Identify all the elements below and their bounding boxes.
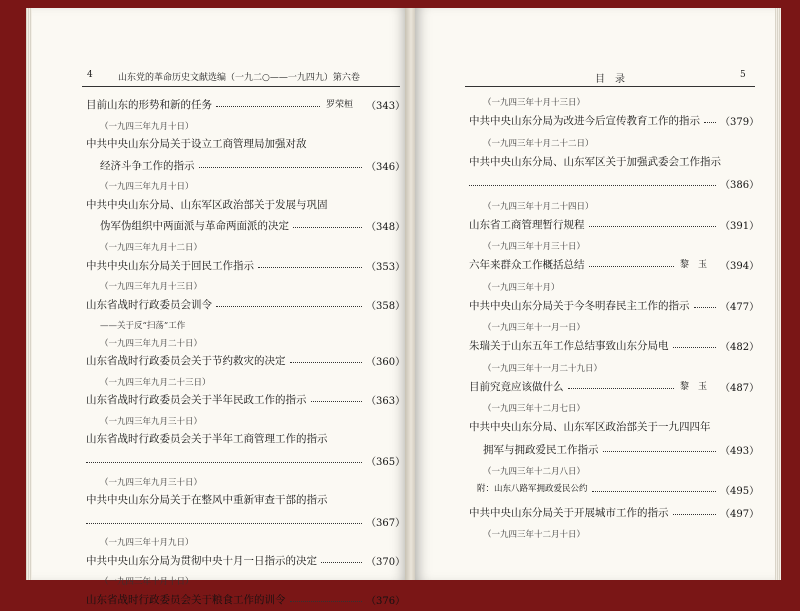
toc-page-number: （379）: [720, 117, 760, 128]
toc-leader-dots: [258, 258, 362, 268]
toc-entry[interactable]: [415, 173, 775, 195]
toc-entry[interactable]: [415, 439, 775, 461]
toc-entry[interactable]: [32, 194, 407, 216]
toc-leader-dots: [293, 218, 362, 228]
toc-page-number: （487）: [720, 382, 760, 394]
toc-entry-title: 中共中央山东分局为贯彻中央十月一日指示的决定: [86, 554, 317, 567]
toc-entry[interactable]: [32, 294, 407, 316]
toc-entry[interactable]: [415, 214, 775, 236]
toc-entry-subtitle: 附：山东八路军拥政爱民公约: [477, 484, 588, 494]
toc-entry-date: （一九四三年九月二十三日）: [100, 377, 211, 388]
toc-entry[interactable]: [415, 295, 775, 317]
toc-entry-date: （一九四三年十二月八日）: [483, 467, 586, 477]
toc-page-number: （394）: [720, 261, 760, 272]
toc-leader-dots: [199, 158, 362, 168]
page-edge-right: [775, 8, 781, 580]
toc-entry-title: 中共中央山东分局关于开展城市工作的指示: [469, 506, 669, 519]
toc-entry-title: 中共中央山东分局、山东军区政治部关于发展与巩固: [86, 198, 328, 211]
toc-entry-title: 经济斗争工作的指示: [100, 159, 195, 172]
left-page-number: 4: [87, 70, 93, 80]
toc-page-number: （495）: [720, 486, 760, 497]
toc-entry-title: 朱瑞关于山东五年工作总结事致山东分局电: [469, 340, 669, 352]
toc-entry-title: 中共中央山东分局关于设立工商管理局加强对敌: [86, 138, 307, 151]
toc-entry[interactable]: [415, 151, 775, 173]
toc-page-number: （482）: [720, 342, 760, 353]
toc-page-number: （358）: [366, 300, 406, 312]
toc-entry[interactable]: [32, 550, 407, 572]
toc-page-number: （363）: [366, 396, 406, 408]
toc-leader-dots: [589, 257, 674, 267]
toc-page-number: （370）: [366, 556, 406, 568]
toc-entry-title: 中共中央山东分局关于回民工作指示: [86, 259, 254, 272]
left-running-header: 山东党的革命历史文献选编（一九二○——一九四九）第六卷: [118, 73, 360, 83]
toc-page-number: （493）: [720, 445, 760, 457]
right-page: [415, 8, 775, 580]
toc-entry-title: 目前山东的形势和新的任务: [86, 99, 212, 111]
toc-entry-title: 中共中央山东分局关于在整风中重新审查干部的指示: [86, 494, 328, 507]
toc-entry[interactable]: [32, 155, 407, 177]
right-running-header: 目 录: [595, 74, 625, 85]
toc-entry-date: （一九四三年九月三十日）: [100, 416, 203, 427]
toc-entry-date: （一九四三年九月十日）: [100, 121, 194, 132]
toc-entry[interactable]: [415, 254, 775, 276]
toc-entry[interactable]: [415, 376, 775, 398]
toc-page-number: （353）: [366, 261, 406, 273]
left-header-rule: [82, 86, 400, 87]
toc-entry[interactable]: [32, 389, 407, 411]
toc-page-number: （346）: [366, 161, 406, 173]
toc-entry-date: （一九四三年九月十三日）: [100, 282, 203, 293]
toc-entry-date: （一九四三年十一月二十九日）: [483, 363, 603, 374]
toc-page-number: （391）: [720, 220, 760, 232]
toc-entry-title: 中共中央山东分局关于今冬明春民主工作的指示: [469, 299, 690, 312]
right-header-rule: [465, 86, 755, 87]
toc-page-number: （343）: [366, 101, 406, 112]
toc-leader-dots: [216, 297, 362, 307]
toc-entry-date: （一九四三年九月三十日）: [100, 477, 203, 488]
toc-leader-dots: [86, 514, 362, 524]
toc-entry-title: 山东省工商管理暂行规程: [469, 218, 585, 231]
toc-entry[interactable]: [32, 133, 407, 155]
toc-entry[interactable]: [32, 350, 407, 372]
toc-entry[interactable]: [32, 450, 407, 472]
toc-entry-date: （一九四三年十月）: [483, 282, 560, 293]
toc-entry-title: 山东省战时行政委员会关于半年工商管理工作的指示: [86, 433, 328, 446]
toc-entry[interactable]: [32, 511, 407, 533]
toc-entry-title: 山东省战时行政委员会训令: [86, 298, 212, 311]
toc-entry[interactable]: [32, 589, 407, 611]
right-page-number: 5: [740, 70, 746, 80]
toc-entry-subtitle: ——关于反“扫荡”工作: [100, 321, 186, 332]
toc-entry[interactable]: [32, 94, 407, 116]
toc-entry[interactable]: [415, 479, 775, 501]
toc-entry-date: （一九四三年九月十日）: [100, 182, 194, 193]
left-page: [32, 8, 407, 607]
toc-entry-date: （一九四三年十一月一日）: [483, 323, 586, 333]
toc-page-number: （497）: [720, 508, 760, 520]
toc-entry[interactable]: [415, 502, 775, 524]
toc-leader-dots: [603, 442, 716, 452]
toc-page-number: （365）: [366, 457, 406, 468]
toc-entry-title: 山东省战时行政委员会关于粮食工作的训令: [86, 593, 286, 606]
toc-page-number: （360）: [366, 357, 406, 369]
toc-entry-title: 六年来群众工作概括总结: [469, 259, 585, 271]
toc-leader-dots: [216, 97, 320, 107]
toc-entry[interactable]: [32, 428, 407, 450]
toc-leader-dots: [290, 592, 362, 602]
toc-leader-dots: [311, 392, 362, 402]
toc-leader-dots: [673, 505, 716, 515]
toc-leader-dots: [694, 298, 716, 308]
toc-entry-author: 黎 玉: [680, 260, 708, 270]
toc-page-number: （348）: [366, 222, 406, 234]
toc-entry-title: 拥军与拥政爱民工作指示: [483, 443, 599, 456]
toc-entry-title: 中共中央山东分局、山东军区政治部关于一九四四年: [469, 421, 711, 433]
toc-page-number: （376）: [366, 595, 406, 607]
toc-leader-dots: [568, 379, 674, 389]
toc-entry[interactable]: [32, 255, 407, 277]
toc-entry[interactable]: [32, 489, 407, 511]
toc-leader-dots: [86, 453, 362, 463]
toc-entry-title: 目前究竟应该做什么: [469, 380, 564, 393]
toc-entry-title: 山东省战时行政委员会关于节约救灾的决定: [86, 355, 286, 368]
toc-leader-dots: [704, 113, 716, 123]
toc-page-number: （386）: [720, 180, 760, 191]
toc-entry-date: （一九四三年九月二十日）: [100, 338, 203, 349]
toc-leader-dots: [469, 176, 716, 186]
toc-entry-date: （一九四三年十月二十二日）: [483, 138, 594, 149]
toc-entry-author: 罗荣桓: [326, 100, 354, 110]
toc-page-number: （367）: [366, 517, 406, 529]
toc-entry-date: （一九四三年十月十日）: [100, 577, 194, 588]
toc-entry-date: （一九四三年十二月十日）: [483, 530, 586, 540]
toc-entry-date: （一九四三年十月三十日）: [483, 242, 586, 252]
toc-entry-title: 中共中央山东分局为改进今后宣传教育工作的指示: [469, 115, 700, 127]
toc-entry-date: （一九四三年九月十二日）: [100, 243, 203, 253]
toc-leader-dots: [321, 553, 362, 563]
toc-leader-dots: [592, 482, 716, 492]
toc-entry-date: （一九四三年十月九日）: [100, 538, 194, 549]
toc-entry-title: 伪军伪组织中两面派与革命两面派的决定: [100, 220, 289, 233]
toc-page-number: （477）: [720, 301, 760, 313]
toc-entry[interactable]: [415, 416, 775, 438]
toc-entry-title: 中共中央山东分局、山东军区关于加强武委会工作指示: [469, 155, 721, 168]
toc-leader-dots: [290, 353, 362, 363]
toc-entry[interactable]: [415, 335, 775, 357]
toc-entry-date: （一九四三年十月十三日）: [483, 98, 586, 108]
toc-entry-date: （一九四三年十二月七日）: [483, 404, 586, 414]
toc-entry-author: 黎 玉: [680, 381, 708, 392]
toc-leader-dots: [589, 217, 716, 227]
toc-entry[interactable]: [32, 215, 407, 237]
toc-entry[interactable]: [415, 110, 775, 132]
toc-entry-title: 山东省战时行政委员会关于半年民政工作的指示: [86, 394, 307, 407]
toc-leader-dots: [673, 338, 716, 348]
toc-entry-date: （一九四三年十月二十四日）: [483, 201, 594, 212]
